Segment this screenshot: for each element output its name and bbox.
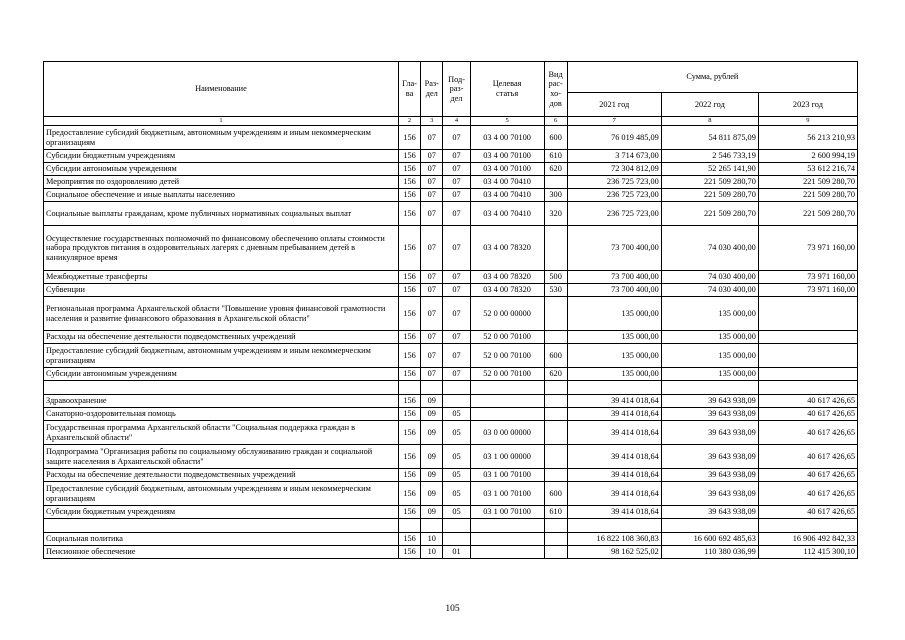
row-vid (544, 421, 567, 445)
row-sum-2021: 135 000,00 (567, 331, 661, 344)
row-podrazdel (443, 533, 470, 546)
row-sum-2023: 221 509 280,70 (758, 202, 857, 226)
row-sum-2022: 135 000,00 (661, 344, 758, 368)
column-index: 3 (421, 117, 443, 126)
row-glava: 156 (398, 368, 420, 381)
row-sum-2021: 73 700 400,00 (567, 226, 661, 271)
row-razdel: 07 (421, 163, 443, 176)
header-sum: Сумма, рублей (567, 62, 857, 93)
row-podrazdel: 07 (443, 226, 470, 271)
header-vid-text: Вид рас- хо- дов (548, 69, 563, 108)
row-sum-2023: 40 617 426,65 (758, 506, 857, 519)
row-sum-2021 (567, 519, 661, 533)
row-article: 03 4 00 78320 (470, 271, 544, 284)
row-glava: 156 (398, 284, 420, 297)
row-vid: 620 (544, 368, 567, 381)
row-podrazdel: 05 (443, 445, 470, 469)
row-razdel: 07 (421, 271, 443, 284)
row-article: 03 4 00 70410 (470, 202, 544, 226)
header-podrazdel (443, 62, 470, 117)
row-sum-2022: 39 643 938,09 (661, 469, 758, 482)
row-sum-2023: 56 213 210,93 (758, 126, 857, 150)
row-sum-2022: 52 265 141,90 (661, 163, 758, 176)
row-podrazdel: 07 (443, 202, 470, 226)
column-index: 6 (544, 117, 567, 126)
row-sum-2021: 73 700 400,00 (567, 271, 661, 284)
row-vid: 600 (544, 126, 567, 150)
row-razdel: 10 (421, 546, 443, 559)
row-name: Межбюджетные трансферты (44, 271, 399, 284)
row-glava: 156 (398, 126, 420, 150)
row-name: Подпрограмма "Организация работы по социальному обслуживанию граждан и социальной защите населения в Архангельской области" (44, 445, 399, 469)
row-sum-2021: 39 414 018,64 (567, 469, 661, 482)
row-vid (544, 176, 567, 189)
row-vid (544, 469, 567, 482)
row-vid: 620 (544, 163, 567, 176)
row-glava: 156 (398, 202, 420, 226)
column-index-row (44, 117, 858, 126)
row-razdel: 07 (421, 331, 443, 344)
table-row (44, 395, 858, 408)
row-name: Предоставление субсидий бюджетным, автономным учреждениям и иным некоммерческим организациям (44, 482, 399, 506)
table-row (44, 408, 858, 421)
table-row (44, 482, 858, 506)
row-sum-2023: 40 617 426,65 (758, 482, 857, 506)
row-sum-2022: 16 600 692 485,63 (661, 533, 758, 546)
row-sum-2022 (661, 381, 758, 395)
table-row (44, 344, 858, 368)
row-sum-2023: 73 971 160,00 (758, 226, 857, 271)
row-sum-2022: 221 509 280,70 (661, 202, 758, 226)
row-name: Субсидии бюджетным учреждениям (44, 150, 399, 163)
row-vid (544, 546, 567, 559)
row-glava: 156 (398, 176, 420, 189)
row-podrazdel: 07 (443, 163, 470, 176)
row-sum-2021: 39 414 018,64 (567, 445, 661, 469)
row-glava: 156 (398, 395, 420, 408)
row-name (44, 381, 399, 395)
row-vid: 610 (544, 506, 567, 519)
row-name: Расходы на обеспечение деятельности подведомственных учреждений (44, 469, 399, 482)
row-name: Пенсионное обеспечение (44, 546, 399, 559)
row-podrazdel: 05 (443, 506, 470, 519)
header-article-text: Целевая статья (492, 79, 522, 98)
header-year-2023: 2023 год (758, 93, 857, 117)
row-sum-2021: 39 414 018,64 (567, 395, 661, 408)
row-glava: 156 (398, 226, 420, 271)
table-row (44, 163, 858, 176)
column-index: 1 (44, 117, 399, 126)
table-row (44, 126, 858, 150)
row-sum-2023: 112 415 300,10 (758, 546, 857, 559)
table-row (44, 533, 858, 546)
row-article: 52 0 00 00000 (470, 297, 544, 331)
row-name: Региональная программа Архангельской области "Повышение уровня финансовой грамотности населения и развитие финансового образования в Архангельской области" (44, 297, 399, 331)
row-podrazdel: 07 (443, 126, 470, 150)
table-row (44, 202, 858, 226)
header-name: Наименование (44, 62, 399, 117)
row-article: 03 1 00 00000 (470, 445, 544, 469)
row-podrazdel: 07 (443, 344, 470, 368)
row-razdel: 09 (421, 408, 443, 421)
row-sum-2022: 39 643 938,09 (661, 482, 758, 506)
table-row (44, 150, 858, 163)
header-article (470, 62, 544, 117)
row-razdel: 09 (421, 506, 443, 519)
row-sum-2021: 135 000,00 (567, 297, 661, 331)
row-sum-2021: 39 414 018,64 (567, 482, 661, 506)
row-glava: 156 (398, 546, 420, 559)
row-article (470, 533, 544, 546)
row-article: 03 4 00 70100 (470, 126, 544, 150)
row-glava: 156 (398, 506, 420, 519)
row-article (470, 519, 544, 533)
column-index: 8 (661, 117, 758, 126)
row-razdel (421, 519, 443, 533)
table-row (44, 271, 858, 284)
header-vid (544, 62, 567, 117)
row-sum-2023: 53 612 216,74 (758, 163, 857, 176)
row-sum-2021: 98 162 525,02 (567, 546, 661, 559)
row-name: Социальные выплаты гражданам, кроме публичных нормативных социальных выплат (44, 202, 399, 226)
row-podrazdel (443, 395, 470, 408)
row-podrazdel: 05 (443, 408, 470, 421)
blank-row (44, 381, 858, 395)
row-sum-2022: 110 380 036,99 (661, 546, 758, 559)
header-glava (398, 62, 420, 117)
row-podrazdel: 07 (443, 176, 470, 189)
budget-table (43, 61, 858, 559)
row-vid: 500 (544, 271, 567, 284)
table-row (44, 368, 858, 381)
row-sum-2022: 74 030 400,00 (661, 284, 758, 297)
table-row (44, 469, 858, 482)
row-vid (544, 445, 567, 469)
row-razdel: 09 (421, 395, 443, 408)
row-sum-2021: 39 414 018,64 (567, 408, 661, 421)
row-vid (544, 381, 567, 395)
row-name: Субсидии автономным учреждениям (44, 163, 399, 176)
row-name: Мероприятия по оздоровлению детей (44, 176, 399, 189)
row-article: 52 0 00 70100 (470, 331, 544, 344)
row-vid (544, 533, 567, 546)
row-podrazdel (443, 519, 470, 533)
row-podrazdel: 07 (443, 271, 470, 284)
row-sum-2023 (758, 381, 857, 395)
row-podrazdel: 05 (443, 469, 470, 482)
row-glava: 156 (398, 189, 420, 202)
row-article (470, 408, 544, 421)
row-razdel: 07 (421, 344, 443, 368)
row-sum-2021: 135 000,00 (567, 368, 661, 381)
row-vid: 600 (544, 344, 567, 368)
row-name: Социальная политика (44, 533, 399, 546)
row-name: Предоставление субсидий бюджетным, автономным учреждениям и иным некоммерческим организациям (44, 344, 399, 368)
row-glava (398, 381, 420, 395)
row-glava: 156 (398, 533, 420, 546)
row-podrazdel: 05 (443, 421, 470, 445)
row-name: Социальное обеспечение и иные выплаты населению (44, 189, 399, 202)
row-vid: 610 (544, 150, 567, 163)
table-row (44, 331, 858, 344)
table-row (44, 189, 858, 202)
row-razdel: 09 (421, 445, 443, 469)
header-razdel-text: Раз- дел (424, 79, 439, 98)
header-podrazdel-text: Под- раз- дел (448, 74, 465, 103)
row-sum-2022 (661, 519, 758, 533)
row-glava: 156 (398, 271, 420, 284)
row-article: 03 4 00 78320 (470, 284, 544, 297)
row-article: 03 0 00 00000 (470, 421, 544, 445)
row-glava: 156 (398, 469, 420, 482)
row-razdel: 09 (421, 421, 443, 445)
row-name: Здравоохранение (44, 395, 399, 408)
row-name: Расходы на обеспечение деятельности подведомственных учреждений (44, 331, 399, 344)
row-sum-2022: 39 643 938,09 (661, 506, 758, 519)
row-article: 52 0 00 70100 (470, 368, 544, 381)
row-sum-2021: 73 700 400,00 (567, 284, 661, 297)
row-sum-2023 (758, 331, 857, 344)
row-razdel: 07 (421, 150, 443, 163)
row-podrazdel: 07 (443, 368, 470, 381)
row-sum-2022: 39 643 938,09 (661, 421, 758, 445)
row-sum-2023: 73 971 160,00 (758, 271, 857, 284)
row-article (470, 381, 544, 395)
row-article: 03 4 00 70410 (470, 176, 544, 189)
row-sum-2023: 40 617 426,65 (758, 421, 857, 445)
header-year-2021: 2021 год (567, 93, 661, 117)
row-sum-2021: 236 725 723,00 (567, 176, 661, 189)
row-vid: 600 (544, 482, 567, 506)
row-sum-2023 (758, 344, 857, 368)
header-glava-text: Гла- ва (402, 79, 417, 98)
row-article (470, 546, 544, 559)
row-razdel: 10 (421, 533, 443, 546)
row-sum-2023: 40 617 426,65 (758, 395, 857, 408)
row-vid (544, 408, 567, 421)
row-glava: 156 (398, 445, 420, 469)
row-sum-2021: 72 304 812,09 (567, 163, 661, 176)
header-razdel (421, 62, 443, 117)
row-sum-2022: 135 000,00 (661, 297, 758, 331)
row-sum-2023: 40 617 426,65 (758, 445, 857, 469)
row-razdel: 07 (421, 284, 443, 297)
row-sum-2022: 39 643 938,09 (661, 395, 758, 408)
table-row (44, 506, 858, 519)
row-sum-2023: 16 906 492 842,33 (758, 533, 857, 546)
row-sum-2022: 135 000,00 (661, 331, 758, 344)
row-sum-2023 (758, 519, 857, 533)
row-sum-2023: 73 971 160,00 (758, 284, 857, 297)
table-row (44, 421, 858, 445)
row-name: Осуществление государственных полномочий по финансовому обеспечению оплаты стоимости набора продуктов питания в оздоровительных лагерях с дневным пребыванием детей в каникулярное время (44, 226, 399, 271)
row-name: Предоставление субсидий бюджетным, автономным учреждениям и иным некоммерческим организациям (44, 126, 399, 150)
row-sum-2023: 40 617 426,65 (758, 469, 857, 482)
column-index: 7 (567, 117, 661, 126)
row-article: 52 0 00 70100 (470, 344, 544, 368)
row-sum-2021: 135 000,00 (567, 344, 661, 368)
row-sum-2022: 39 643 938,09 (661, 408, 758, 421)
row-razdel: 07 (421, 368, 443, 381)
row-name: Субсидии автономным учреждениям (44, 368, 399, 381)
header-year-2022: 2022 год (661, 93, 758, 117)
row-vid: 530 (544, 284, 567, 297)
row-glava: 156 (398, 408, 420, 421)
row-article: 03 4 00 70100 (470, 150, 544, 163)
row-article: 03 4 00 70410 (470, 189, 544, 202)
row-sum-2021 (567, 381, 661, 395)
row-vid (544, 519, 567, 533)
row-name: Санаторно-оздоровительная помощь (44, 408, 399, 421)
row-sum-2022: 39 643 938,09 (661, 445, 758, 469)
table-body (44, 126, 858, 559)
row-sum-2021: 39 414 018,64 (567, 421, 661, 445)
table-row (44, 226, 858, 271)
row-sum-2021: 39 414 018,64 (567, 506, 661, 519)
row-podrazdel: 05 (443, 482, 470, 506)
row-sum-2023 (758, 368, 857, 381)
row-razdel: 09 (421, 482, 443, 506)
row-razdel: 07 (421, 176, 443, 189)
row-vid (544, 297, 567, 331)
table-row (44, 445, 858, 469)
row-sum-2021: 236 725 723,00 (567, 202, 661, 226)
row-sum-2022: 74 030 400,00 (661, 271, 758, 284)
table-row (44, 297, 858, 331)
row-vid (544, 226, 567, 271)
table-row (44, 284, 858, 297)
column-index: 9 (758, 117, 857, 126)
column-index: 5 (470, 117, 544, 126)
row-glava: 156 (398, 297, 420, 331)
row-podrazdel: 01 (443, 546, 470, 559)
row-sum-2022: 221 509 280,70 (661, 176, 758, 189)
row-razdel: 07 (421, 126, 443, 150)
row-sum-2022: 221 509 280,70 (661, 189, 758, 202)
row-sum-2023: 2 600 994,19 (758, 150, 857, 163)
row-podrazdel: 07 (443, 284, 470, 297)
row-sum-2022: 74 030 400,00 (661, 226, 758, 271)
row-article: 03 1 00 70100 (470, 469, 544, 482)
column-index: 4 (443, 117, 470, 126)
row-sum-2023: 221 509 280,70 (758, 189, 857, 202)
blank-row (44, 519, 858, 533)
row-vid (544, 395, 567, 408)
row-vid: 300 (544, 189, 567, 202)
row-vid (544, 331, 567, 344)
row-article: 03 4 00 70100 (470, 163, 544, 176)
row-podrazdel: 07 (443, 189, 470, 202)
column-index: 2 (398, 117, 420, 126)
row-article: 03 1 00 70100 (470, 482, 544, 506)
table-row (44, 546, 858, 559)
row-sum-2021: 76 019 485,09 (567, 126, 661, 150)
row-razdel: 07 (421, 297, 443, 331)
row-podrazdel: 07 (443, 331, 470, 344)
row-razdel: 07 (421, 226, 443, 271)
row-razdel: 09 (421, 469, 443, 482)
row-article: 03 4 00 78320 (470, 226, 544, 271)
page-number: 105 (445, 604, 460, 614)
row-glava (398, 519, 420, 533)
row-razdel (421, 381, 443, 395)
row-sum-2021: 16 822 108 360,83 (567, 533, 661, 546)
row-glava: 156 (398, 331, 420, 344)
row-name (44, 519, 399, 533)
row-podrazdel: 07 (443, 297, 470, 331)
budget-table-container (43, 61, 858, 559)
row-sum-2021: 3 714 673,00 (567, 150, 661, 163)
row-razdel: 07 (421, 202, 443, 226)
row-article (470, 395, 544, 408)
row-podrazdel (443, 381, 470, 395)
row-sum-2023 (758, 297, 857, 331)
row-sum-2021: 236 725 723,00 (567, 189, 661, 202)
row-glava: 156 (398, 150, 420, 163)
row-glava: 156 (398, 482, 420, 506)
row-glava: 156 (398, 163, 420, 176)
row-sum-2022: 135 000,00 (661, 368, 758, 381)
row-name: Субсидии бюджетным учреждениям (44, 506, 399, 519)
table-row (44, 176, 858, 189)
row-name: Субвенции (44, 284, 399, 297)
row-sum-2023: 40 617 426,65 (758, 408, 857, 421)
row-name: Государственная программа Архангельской области "Социальная поддержка граждан в Архангельской области" (44, 421, 399, 445)
row-sum-2022: 54 811 875,09 (661, 126, 758, 150)
row-glava: 156 (398, 344, 420, 368)
row-article: 03 1 00 70100 (470, 506, 544, 519)
row-sum-2023: 221 509 280,70 (758, 176, 857, 189)
row-podrazdel: 07 (443, 150, 470, 163)
row-glava: 156 (398, 421, 420, 445)
row-vid: 320 (544, 202, 567, 226)
row-sum-2022: 2 546 733,19 (661, 150, 758, 163)
row-razdel: 07 (421, 189, 443, 202)
